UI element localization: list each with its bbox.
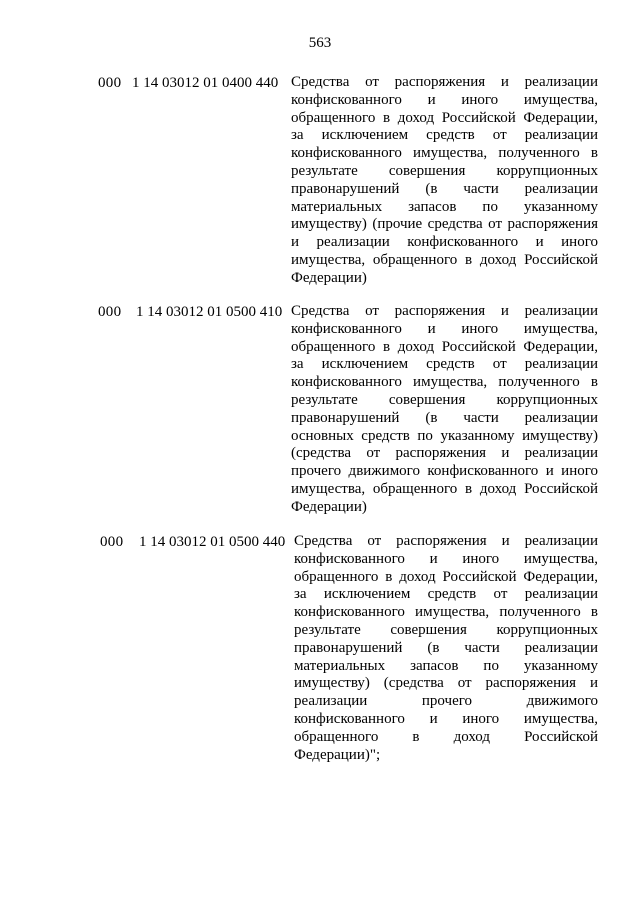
income-code: 1 14 03012 01 0500 410 (136, 304, 283, 320)
page-number: 563 (308, 35, 332, 51)
description-line: имуществу) (средства от распоряжения и (294, 675, 598, 692)
income-description (294, 533, 598, 764)
admin-code: 000 (98, 75, 122, 91)
description-line: материальных запасов по указанному (291, 198, 598, 215)
income-code: 1 14 03012 01 0400 440 (132, 75, 279, 91)
description-line: обращенного в доход Российской Федерации, (294, 568, 598, 585)
description-line: имущества, обращенного в доход Российской (291, 480, 598, 497)
description-line: конфискованного имущества, полученного в (294, 604, 598, 621)
income-description (291, 74, 598, 288)
description-line: материальных запасов по указанному (294, 657, 598, 674)
description-line: (средства от распоряжения и реализации (291, 445, 598, 462)
description-line: реализации прочего движимого (294, 693, 598, 710)
description-line: результате совершения коррупционных (291, 391, 598, 408)
description-line: прочего движимого конфискованного и иного (291, 463, 598, 480)
description-line: за исключением средств от реализации (294, 586, 598, 603)
description-line: конфискованного и иного имущества, (294, 550, 598, 567)
description-line: имущества, обращенного в доход Российской (291, 251, 598, 268)
description-line: конфискованного имущества, полученного в (291, 145, 598, 162)
description-line: основных средств по указанному имуществу) (291, 427, 598, 444)
description-line: конфискованного и иного имущества, (291, 320, 598, 337)
description-line: результате совершения коррупционных (294, 621, 598, 638)
description-line: имуществу) (прочие средства от распоряжения (291, 216, 598, 233)
income-description (291, 303, 598, 517)
description-line: конфискованного и иного имущества, (291, 91, 598, 108)
description-line: Средства от распоряжения и реализации (291, 303, 598, 319)
description-line: Федерации)"; (294, 746, 381, 763)
admin-code: 000 (100, 534, 124, 550)
description-line: Средства от распоряжения и реализации (291, 74, 598, 90)
description-line: Федерации) (291, 498, 367, 515)
income-code: 1 14 03012 01 0500 440 (139, 534, 286, 550)
description-line: обращенного в доход Российской Федерации, (291, 109, 598, 126)
description-line: правонарушений (в части реализации (291, 409, 598, 426)
description-line: за исключением средств от реализации (291, 356, 598, 373)
description-line: Средства от распоряжения и реализации (294, 533, 598, 549)
description-line: конфискованного и иного имущества, (294, 710, 598, 727)
description-line: результате совершения коррупционных (291, 162, 598, 179)
description-line: правонарушений (в части реализации (294, 639, 598, 656)
description-line: конфискованного имущества, полученного в (291, 374, 598, 391)
admin-code: 000 (98, 304, 122, 320)
description-line: за исключением средств от реализации (291, 127, 598, 144)
description-line: правонарушений (в части реализации (291, 180, 598, 197)
description-line: Федерации) (291, 269, 367, 286)
description-line: обращенного в доход Российской (294, 728, 598, 745)
description-line: обращенного в доход Российской Федерации, (291, 338, 598, 355)
description-line: и реализации конфискованного и иного (291, 234, 598, 251)
